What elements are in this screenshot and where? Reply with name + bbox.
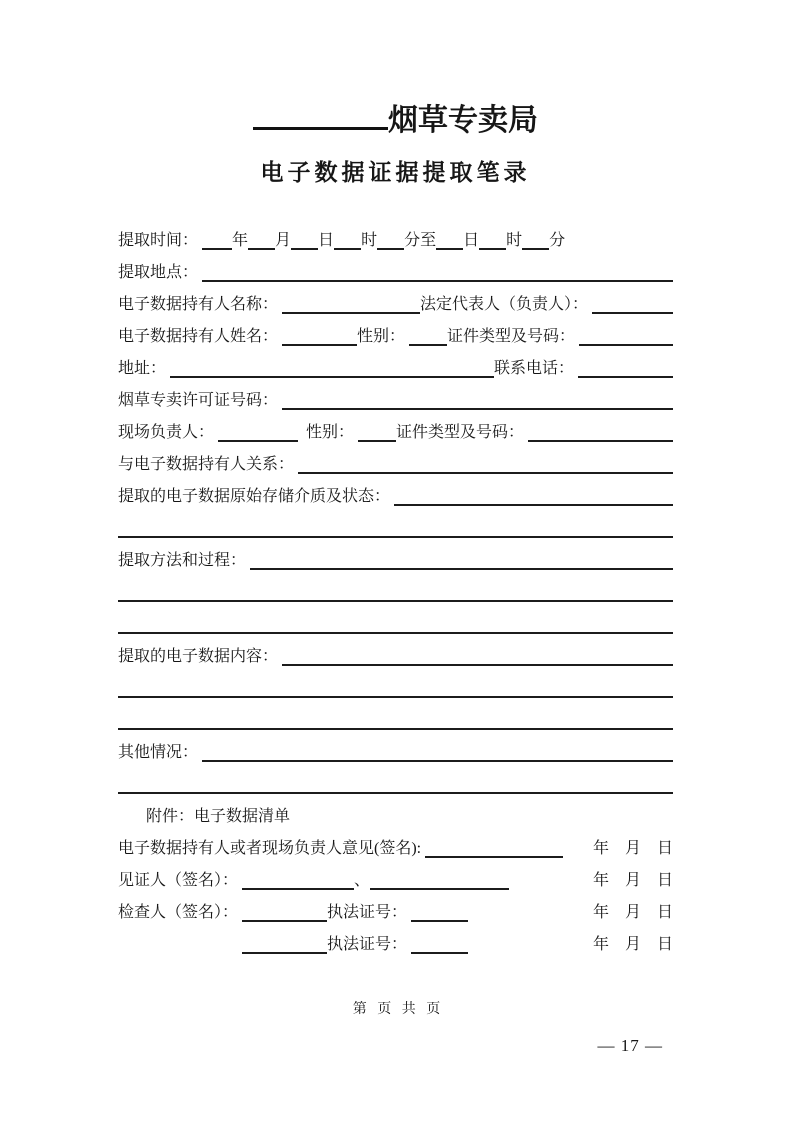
field-label: 提取地点： bbox=[118, 264, 203, 281]
field-label: 执法证号： bbox=[327, 904, 412, 921]
blank-underline bbox=[242, 952, 327, 954]
field-label: 分至 bbox=[404, 232, 437, 249]
title-blank-underline bbox=[253, 127, 388, 130]
field-label: 性别： bbox=[357, 328, 410, 345]
date-char: 月 bbox=[624, 936, 641, 953]
field-label: 与电子数据持有人关系： bbox=[118, 456, 299, 473]
date-year-month-day bbox=[593, 903, 673, 922]
blank-underline bbox=[202, 760, 673, 762]
blank-underline bbox=[394, 504, 673, 506]
field-label: 电子数据持有人名称： bbox=[118, 296, 283, 313]
blank-underline bbox=[282, 344, 357, 346]
blank-underline bbox=[118, 728, 673, 730]
field-label: 电子数据持有人姓名： bbox=[118, 328, 283, 345]
field-label: 月 bbox=[275, 232, 292, 249]
blank-underline bbox=[528, 440, 673, 442]
row-extraction-place bbox=[118, 250, 673, 282]
blank-underline bbox=[298, 472, 673, 474]
date-char: 年 bbox=[593, 936, 610, 953]
date-char: 月 bbox=[624, 904, 641, 921]
blank-underline bbox=[248, 248, 275, 250]
field-label: 现场负责人： bbox=[118, 424, 219, 441]
row-extraction-time bbox=[118, 218, 673, 250]
field-label: 联系电话： bbox=[493, 360, 578, 377]
blank-underline bbox=[436, 248, 463, 250]
blank-underline bbox=[118, 792, 673, 794]
row-blank-line-6 bbox=[118, 762, 673, 794]
row-storage-medium-state bbox=[118, 474, 673, 506]
field-label: 地址： bbox=[118, 360, 171, 377]
field-label: 时 bbox=[361, 232, 378, 249]
row-relationship-to-holder bbox=[118, 442, 673, 474]
blank-underline bbox=[282, 664, 673, 666]
field-label: 见证人（签名）： bbox=[118, 872, 243, 889]
field-label: 证件类型及号码： bbox=[396, 424, 529, 441]
blank-underline bbox=[242, 920, 327, 922]
date-year-month-day bbox=[593, 839, 673, 858]
blank-underline bbox=[202, 280, 673, 282]
blank-underline bbox=[370, 888, 509, 890]
date-char: 月 bbox=[624, 872, 641, 889]
field-label: 日 bbox=[318, 232, 335, 249]
field-label: 提取的电子数据原始存储介质及状态： bbox=[118, 488, 395, 505]
date-year-month-day bbox=[593, 935, 673, 954]
field-label: 提取的电子数据内容： bbox=[118, 648, 283, 665]
page-number: — 17 — bbox=[597, 1036, 663, 1055]
row-extraction-method bbox=[118, 538, 673, 570]
field-label: 提取方法和过程： bbox=[118, 552, 251, 569]
row-holder-opinion-signature bbox=[118, 826, 673, 858]
row-witness-signature bbox=[118, 858, 673, 890]
blank-underline bbox=[118, 696, 673, 698]
row-blank-line-2 bbox=[118, 570, 673, 602]
row-blank-line-3 bbox=[118, 602, 673, 634]
row-other-circumstances bbox=[118, 730, 673, 762]
blank-underline bbox=[409, 344, 447, 346]
form-rows bbox=[118, 218, 673, 954]
row-inspector-signature-2 bbox=[118, 922, 673, 954]
blank-underline bbox=[411, 952, 468, 954]
field-label: 证件类型及号码： bbox=[447, 328, 580, 345]
document-title bbox=[118, 101, 673, 141]
blank-underline bbox=[358, 440, 396, 442]
field-label: 附件：电子数据清单 bbox=[146, 808, 291, 825]
field-label: 日 bbox=[463, 232, 480, 249]
field-label: 法定代表人（负责人）： bbox=[420, 296, 593, 313]
blank-underline bbox=[592, 312, 673, 314]
blank-underline bbox=[118, 632, 673, 634]
blank-underline bbox=[578, 376, 673, 378]
row-holder-org-name bbox=[118, 282, 673, 314]
blank-underline bbox=[291, 248, 318, 250]
title-text: 烟草专卖局 bbox=[388, 104, 538, 137]
field-label: 执法证号： bbox=[327, 936, 412, 953]
row-blank-line-1 bbox=[118, 506, 673, 538]
row-holder-person-name bbox=[118, 314, 673, 346]
row-extracted-data-content bbox=[118, 634, 673, 666]
row-tobacco-license-number bbox=[118, 378, 673, 410]
blank-underline bbox=[425, 856, 563, 858]
footer-page-info: 第 页 共 页 bbox=[352, 1002, 441, 1017]
row-site-manager bbox=[118, 410, 673, 442]
blank-underline bbox=[579, 344, 673, 346]
date-char: 日 bbox=[656, 872, 673, 889]
field-label: 提取时间： bbox=[118, 232, 203, 249]
field-label: 检查人（签名）： bbox=[118, 904, 243, 921]
field-label: 时 bbox=[506, 232, 523, 249]
blank-underline bbox=[202, 248, 232, 250]
date-char: 日 bbox=[656, 904, 673, 921]
date-char: 月 bbox=[624, 840, 641, 857]
row-address bbox=[118, 346, 673, 378]
date-year-month-day bbox=[593, 871, 673, 890]
field-label: 年 bbox=[232, 232, 249, 249]
blank-underline bbox=[118, 536, 673, 538]
field-label: 烟草专卖许可证号码： bbox=[118, 392, 283, 409]
date-char: 日 bbox=[656, 840, 673, 857]
blank-underline bbox=[282, 408, 673, 410]
row-attachment-note bbox=[118, 794, 673, 826]
row-blank-line-5 bbox=[118, 698, 673, 730]
blank-underline bbox=[170, 376, 494, 378]
blank-underline bbox=[377, 248, 404, 250]
blank-underline bbox=[282, 312, 420, 314]
field-label: 分 bbox=[549, 232, 566, 249]
blank-underline bbox=[522, 248, 549, 250]
blank-underline bbox=[411, 920, 468, 922]
field-label: 其他情况： bbox=[118, 744, 203, 761]
date-char: 年 bbox=[593, 872, 610, 889]
blank-underline bbox=[242, 888, 354, 890]
blank-underline bbox=[218, 440, 298, 442]
date-char: 日 bbox=[656, 936, 673, 953]
field-label: 、 bbox=[354, 872, 371, 889]
blank-underline bbox=[250, 568, 673, 570]
row-inspector-signature-1 bbox=[118, 890, 673, 922]
row-blank-line-4 bbox=[118, 666, 673, 698]
document-subtitle: 电子数据证据提取笔录 bbox=[260, 159, 531, 185]
blank-underline bbox=[334, 248, 361, 250]
date-char: 年 bbox=[593, 904, 610, 921]
field-label: 电子数据持有人或者现场负责人意见(签名): bbox=[118, 840, 426, 857]
blank-underline bbox=[118, 600, 673, 602]
field-label: 性别： bbox=[306, 424, 359, 441]
blank-underline bbox=[479, 248, 506, 250]
date-char: 年 bbox=[593, 840, 610, 857]
